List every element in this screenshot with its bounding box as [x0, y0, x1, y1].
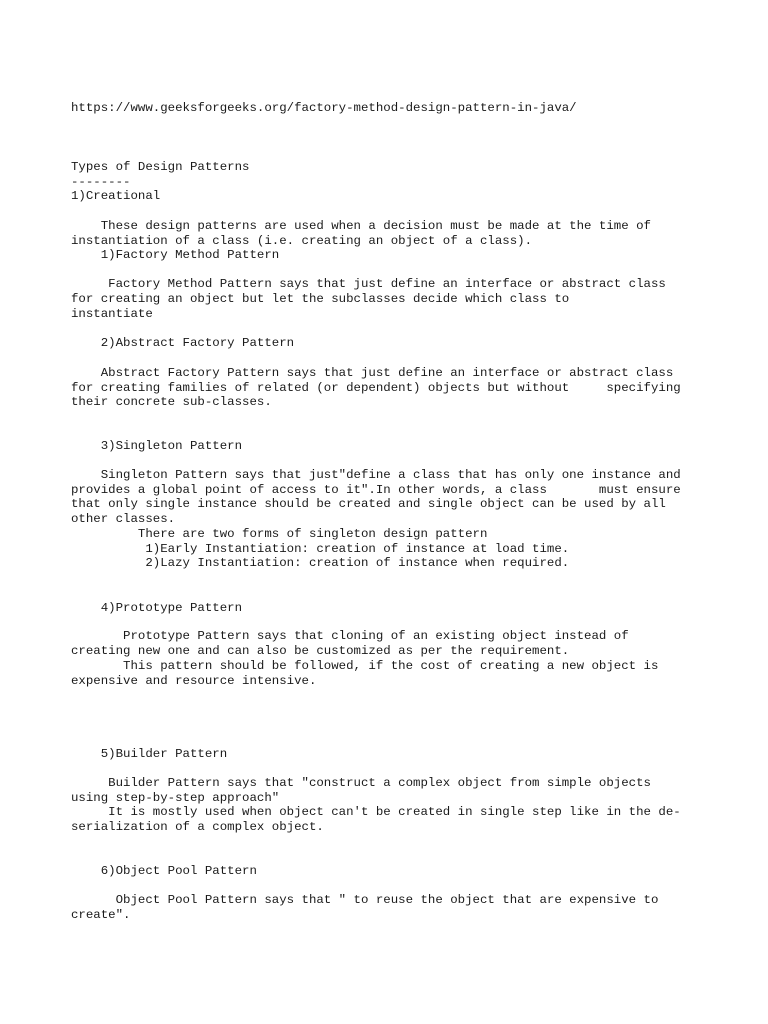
heading-divider: --------: [71, 175, 131, 189]
text-line: instantiation of a class (i.e. creating an object of a class).: [71, 234, 533, 248]
text-line: that only single instance should be created and single object can be used by all: [71, 497, 666, 511]
category-heading-creational: 1)Creational: [71, 189, 161, 203]
text-line: Builder Pattern says that "construct a complex object from simple objects: [71, 776, 651, 790]
text-line: It is mostly used when object can't be created in single step like in the de-: [71, 805, 681, 819]
text-line: expensive and resource intensive.: [71, 674, 317, 688]
text-line: Object Pool Pattern says that " to reuse the object that are expensive to: [71, 893, 659, 907]
text-line: for creating families of related (or dependent) objects but without specifying: [71, 381, 681, 395]
text-line: other classes.: [71, 512, 176, 526]
text-line: create".: [71, 908, 131, 922]
pattern-heading-factory-method: 1)Factory Method Pattern: [71, 248, 280, 262]
text-line: serialization of a complex object.: [71, 820, 324, 834]
text-line: There are two forms of singleton design pattern: [71, 527, 488, 541]
list-item: 1)Early Instantiation: creation of instance at load time.: [71, 542, 570, 556]
text-line: Abstract Factory Pattern says that just define an interface or abstract class: [71, 366, 674, 380]
text-line: Prototype Pattern says that cloning of an existing object instead of: [71, 629, 629, 643]
text-line: provides a global point of access to it".In other words, a class must ensure: [71, 483, 681, 497]
text-line: their concrete sub-classes.: [71, 395, 272, 409]
pattern-heading-prototype: 4)Prototype Pattern: [71, 601, 243, 615]
source-url-link[interactable]: https://www.geeksforgeeks.org/factory-method-design-pattern-in-java/: [71, 101, 577, 115]
pattern-heading-singleton: 3)Singleton Pattern: [71, 439, 243, 453]
pattern-heading-object-pool: 6)Object Pool Pattern: [71, 864, 257, 878]
text-line: instantiate: [71, 307, 153, 321]
text-line: creating new one and can also be customized as per the requirement.: [71, 644, 570, 658]
list-item: 2)Lazy Instantiation: creation of instance when required.: [71, 556, 570, 570]
text-line: for creating an object but let the subclasses decide which class to: [71, 292, 570, 306]
text-line: Singleton Pattern says that just"define a class that has only one instance and: [71, 468, 681, 482]
text-line: using step-by-step approach": [71, 791, 280, 805]
pattern-heading-abstract-factory: 2)Abstract Factory Pattern: [71, 336, 295, 350]
pattern-heading-builder: 5)Builder Pattern: [71, 747, 228, 761]
text-line: This pattern should be followed, if the cost of creating a new object is: [71, 659, 659, 673]
section-heading: Types of Design Patterns: [71, 160, 250, 174]
text-line: These design patterns are used when a decision must be made at the time of: [71, 219, 651, 233]
text-line: Factory Method Pattern says that just define an interface or abstract class: [71, 277, 666, 291]
